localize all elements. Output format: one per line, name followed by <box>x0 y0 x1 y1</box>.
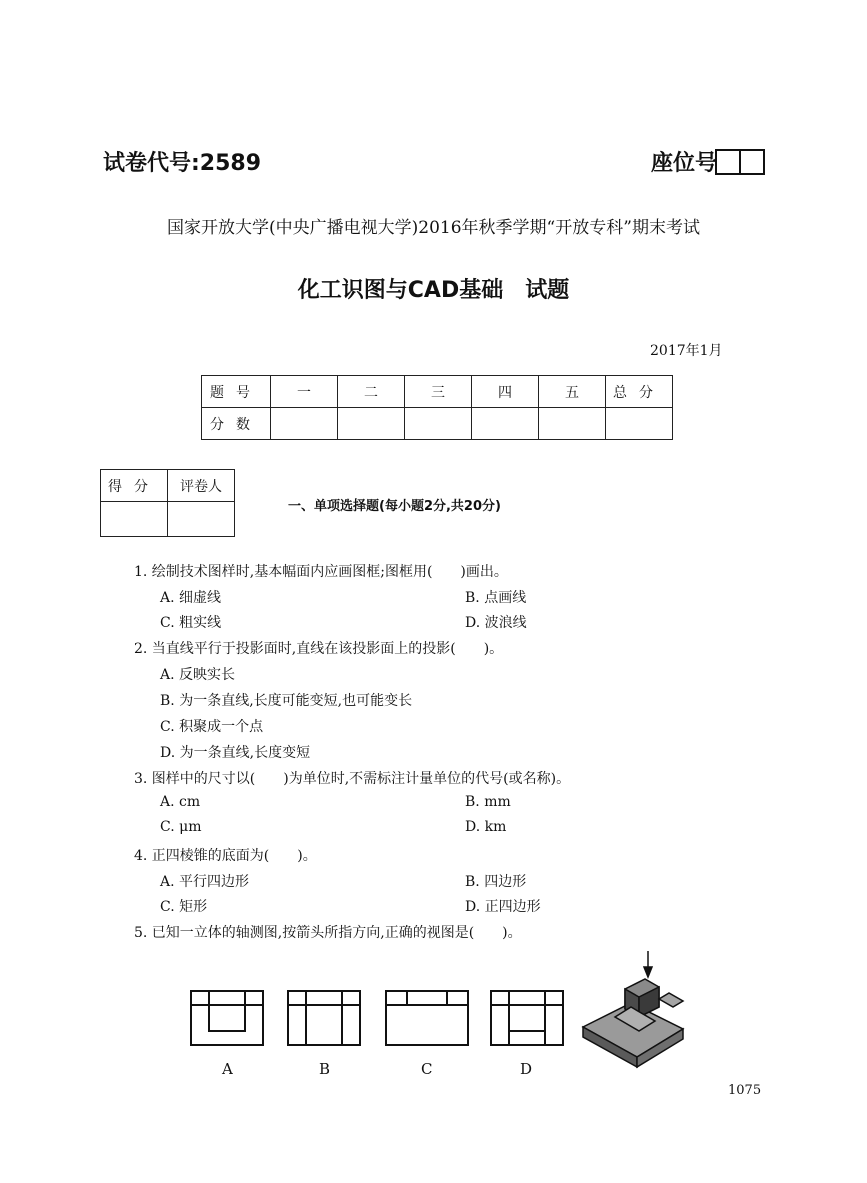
question-option: C. 粗实线 <box>160 615 222 631</box>
score-table-header-cell: 题号 <box>202 376 271 408</box>
score-table-header-cell: 五 <box>539 376 606 408</box>
figure-label-b: B <box>319 1060 331 1078</box>
view-figure <box>185 945 705 1085</box>
score-table-header-cell: 二 <box>338 376 405 408</box>
question-stem: 3. 图样中的尺寸以( )为单位时,不需标注计量单位的代号(或名称)。 <box>134 771 571 787</box>
grader-name-cell[interactable] <box>168 502 235 537</box>
seat-box[interactable] <box>739 149 765 175</box>
view-c-drawing <box>386 991 468 1045</box>
exam-date: 2017年1月 <box>650 343 723 359</box>
view-figure-drawing <box>185 945 705 1085</box>
question-option: D. km <box>465 819 507 835</box>
seat-number-field <box>651 146 765 177</box>
question-option: D. 为一条直线,长度变短 <box>160 745 311 761</box>
question-option: D. 波浪线 <box>465 615 527 631</box>
question-option: A. 反映实长 <box>160 667 236 683</box>
question-option: A. cm <box>160 794 201 810</box>
score-table-header-row <box>202 376 673 408</box>
score-table-header-cell: 总分 <box>606 376 673 408</box>
score-cell[interactable] <box>539 408 606 440</box>
exam-title: 国家开放大学(中央广播电视大学)2016年秋季学期“开放专科”期末考试 <box>167 218 700 238</box>
score-cell[interactable] <box>606 408 673 440</box>
question-option: D. 正四边形 <box>465 899 541 915</box>
score-cell[interactable] <box>472 408 539 440</box>
grader-score-cell[interactable] <box>101 502 168 537</box>
question-option: C. μm <box>160 819 202 835</box>
question-option: B. 为一条直线,长度可能变短,也可能变长 <box>160 693 413 709</box>
figure-label-d: D <box>520 1060 533 1078</box>
section-title: 一、单项选择题(每小题2分,共20分) <box>288 499 501 514</box>
grader-table <box>100 469 235 537</box>
page-number: 1075 <box>728 1083 762 1098</box>
view-a-drawing <box>191 991 263 1045</box>
question-option: A. 平行四边形 <box>160 874 250 890</box>
isometric-solid <box>583 979 683 1067</box>
question-stem: 1. 绘制技术图样时,基本幅面内应画图框;图框用( )画出。 <box>134 564 508 580</box>
score-table-header-cell: 四 <box>472 376 539 408</box>
score-cell[interactable] <box>338 408 405 440</box>
question-option: C. 矩形 <box>160 899 208 915</box>
question-option: C. 积聚成一个点 <box>160 719 264 735</box>
score-cell[interactable] <box>405 408 472 440</box>
direction-arrow <box>644 951 652 977</box>
question-option: A. 细虚线 <box>160 590 222 606</box>
seat-label: 座位号 <box>651 151 718 176</box>
figure-label-c: C <box>421 1060 433 1078</box>
question-stem: 4. 正四棱锥的底面为( )。 <box>134 848 317 864</box>
score-row-label: 分数 <box>202 408 271 440</box>
score-table-header-cell: 三 <box>405 376 472 408</box>
seat-box[interactable] <box>715 149 741 175</box>
subject-title: 化工识图与CAD基础 试题 <box>297 278 570 303</box>
question-stem: 5. 已知一立体的轴测图,按箭头所指方向,正确的视图是( )。 <box>134 925 522 941</box>
figure-label-a: A <box>222 1060 233 1078</box>
score-table-header-cell: 一 <box>271 376 338 408</box>
view-b-drawing <box>288 991 360 1045</box>
question-option: B. 点画线 <box>465 590 527 606</box>
score-cell[interactable] <box>271 408 338 440</box>
grader-score-label: 得分 <box>101 470 168 502</box>
question-option: B. 四边形 <box>465 874 527 890</box>
question-stem: 2. 当直线平行于投影面时,直线在该投影面上的投影( )。 <box>134 641 504 657</box>
score-table-score-row <box>202 408 673 440</box>
score-table <box>201 375 673 440</box>
paper-code: 试卷代号:2589 <box>103 151 262 176</box>
question-option: B. mm <box>465 794 511 810</box>
grader-label: 评卷人 <box>168 470 235 502</box>
view-d-drawing <box>491 991 563 1045</box>
